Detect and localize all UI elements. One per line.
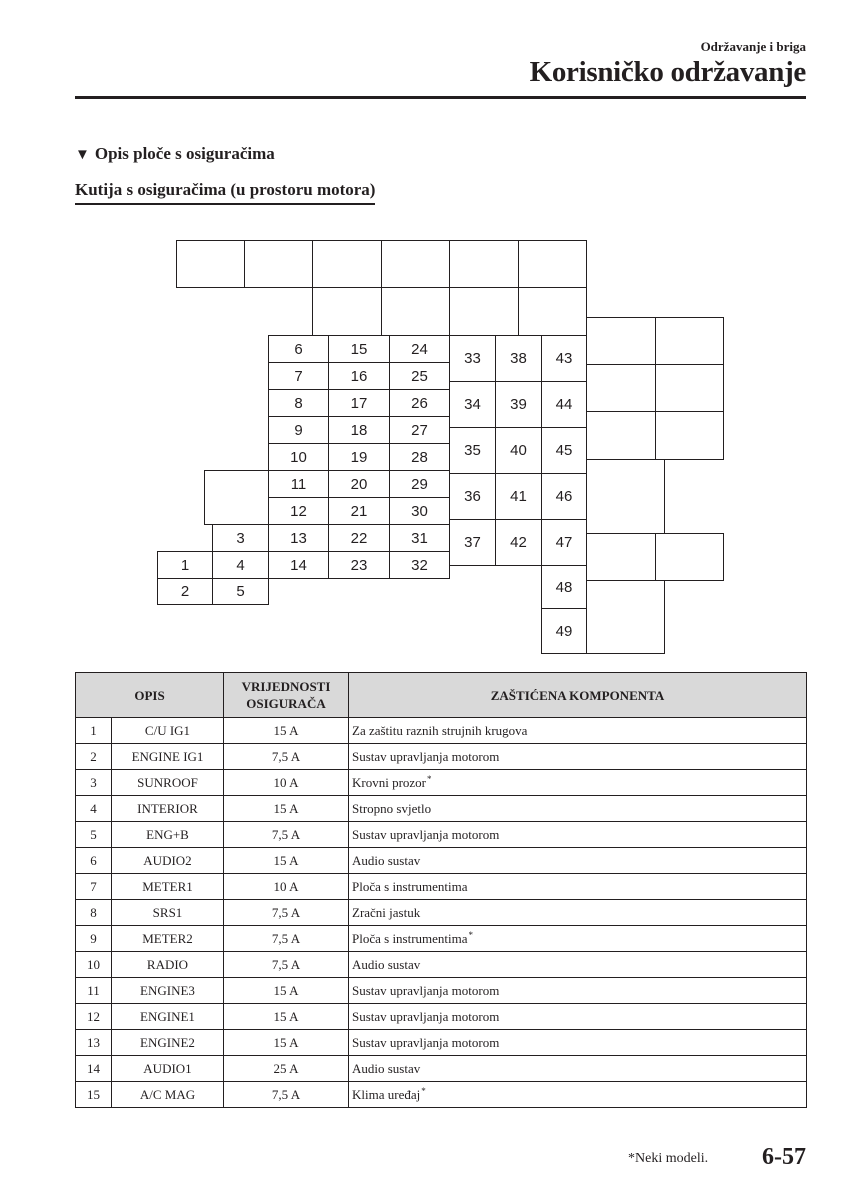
table-header-row xyxy=(76,673,807,718)
title-rule xyxy=(75,96,806,99)
protected-component-text: Sustav upravljanja motorom xyxy=(352,748,500,764)
fuse-name: METER1 xyxy=(112,874,224,900)
col-header-value xyxy=(224,673,349,718)
fuse-slot-36: 36 xyxy=(449,473,496,520)
protected-component xyxy=(349,718,807,744)
protected-component-text: Audio sustav xyxy=(352,956,421,972)
protected-component-text: Sustav upravljanja motorom xyxy=(352,826,500,842)
fuse-name: RADIO xyxy=(112,952,224,978)
fuse-slot-13: 13 xyxy=(268,524,329,552)
protected-component-text: Klima uređaj xyxy=(352,1086,421,1102)
fuse-slot-40: 40 xyxy=(495,427,542,474)
fuse-name: ENGINE2 xyxy=(112,1030,224,1056)
fuse-rating: 15 A xyxy=(224,796,349,822)
fuse-name: ENGINE3 xyxy=(112,978,224,1004)
protected-component xyxy=(349,770,807,796)
fuse-name: A/C MAG xyxy=(112,1082,224,1108)
table-row xyxy=(76,952,807,978)
fuse-slot-10: 10 xyxy=(268,443,329,471)
fuse-slot-19: 19 xyxy=(328,443,390,471)
protected-component xyxy=(349,900,807,926)
table-row xyxy=(76,718,807,744)
fuse-name: AUDIO1 xyxy=(112,1056,224,1082)
fuse-slot-3: 3 xyxy=(212,524,269,552)
fuse-slot-11: 11 xyxy=(268,470,329,498)
triangle-down-icon: ▼ xyxy=(75,147,90,163)
protected-component-text: Sustav upravljanja motorom xyxy=(352,1008,500,1024)
fuse-slot-33: 33 xyxy=(449,335,496,382)
fuse-slot-5: 5 xyxy=(212,578,269,605)
col-header-opis: OPIS xyxy=(76,673,224,718)
subheading: Kutija s osiguračima (u prostoru motora) xyxy=(75,181,375,205)
protected-component xyxy=(349,822,807,848)
table-row xyxy=(76,900,807,926)
fuse-table xyxy=(75,672,807,1108)
fuse-slot-31: 31 xyxy=(389,524,450,552)
fuse-slot-17: 17 xyxy=(328,389,390,417)
footnote-mark: * xyxy=(421,1085,426,1096)
protected-component-text: Ploča s instrumentima xyxy=(352,930,468,946)
fuse-name: C/U IG1 xyxy=(112,718,224,744)
fuse-slot-1: 1 xyxy=(157,551,213,579)
protected-component-text: Audio sustav xyxy=(352,852,421,868)
fuse-slot-28: 28 xyxy=(389,443,450,471)
protected-component xyxy=(349,744,807,770)
fuse-name: ENGINE1 xyxy=(112,1004,224,1030)
empty-fuse-slot xyxy=(586,411,656,460)
footnote-mark: * xyxy=(468,929,474,940)
fuse-slot-15: 15 xyxy=(328,335,390,363)
table-row xyxy=(76,744,807,770)
fuse-slot-43: 43 xyxy=(541,335,587,382)
protected-component-text: Ploča s instrumentima xyxy=(352,878,468,894)
fuse-slot-9: 9 xyxy=(268,416,329,444)
fuse-name: INTERIOR xyxy=(112,796,224,822)
fuse-rating: 10 A xyxy=(224,770,349,796)
protected-component xyxy=(349,1056,807,1082)
section-heading-text: Opis ploče s osiguračima xyxy=(94,144,275,163)
fuse-rating: 7,5 A xyxy=(224,900,349,926)
protected-component-text: Sustav upravljanja motorom xyxy=(352,1034,500,1050)
fuse-rating: 15 A xyxy=(224,1004,349,1030)
fuse-slot-6: 6 xyxy=(268,335,329,363)
page-number: 6-57 xyxy=(762,1144,806,1170)
protected-component-text: Krovni prozor xyxy=(352,774,427,790)
col-header-component: ZAŠTIĆENA KOMPONENTA xyxy=(349,673,807,718)
fuse-name: ENG+B xyxy=(112,822,224,848)
fuse-number: 8 xyxy=(76,900,112,926)
empty-fuse-slot xyxy=(449,240,519,288)
protected-component xyxy=(349,926,807,952)
empty-fuse-slot xyxy=(586,533,656,581)
table-row xyxy=(76,770,807,796)
empty-fuse-slot xyxy=(204,470,269,525)
fuse-slot-22: 22 xyxy=(328,524,390,552)
protected-component-text: Audio sustav xyxy=(352,1060,421,1076)
empty-fuse-slot xyxy=(586,317,656,365)
fuse-rating: 10 A xyxy=(224,874,349,900)
empty-fuse-slot xyxy=(449,287,519,336)
fuse-rating: 7,5 A xyxy=(224,926,349,952)
fuse-number: 5 xyxy=(76,822,112,848)
fuse-slot-44: 44 xyxy=(541,381,587,428)
empty-fuse-slot xyxy=(655,364,724,412)
protected-component xyxy=(349,978,807,1004)
fuse-number: 4 xyxy=(76,796,112,822)
table-row xyxy=(76,848,807,874)
protected-component xyxy=(349,1004,807,1030)
fuse-slot-7: 7 xyxy=(268,362,329,390)
empty-fuse-slot xyxy=(655,317,724,365)
fuse-slot-39: 39 xyxy=(495,381,542,428)
fuse-slot-37: 37 xyxy=(449,519,496,566)
fuse-number: 13 xyxy=(76,1030,112,1056)
col-header-value-line2: OSIGURAČA xyxy=(246,696,326,711)
table-row xyxy=(76,1056,807,1082)
protected-component-text: Za zaštitu raznih strujnih krugova xyxy=(352,722,528,738)
table-row xyxy=(76,926,807,952)
fuse-number: 9 xyxy=(76,926,112,952)
protected-component-text: Sustav upravljanja motorom xyxy=(352,982,500,998)
footnote-mark: * xyxy=(427,773,432,784)
col-header-value-line1: VRIJEDNOSTI xyxy=(241,679,331,694)
protected-component xyxy=(349,796,807,822)
fuse-rating: 7,5 A xyxy=(224,822,349,848)
table-row xyxy=(76,874,807,900)
protected-component-text: Zračni jastuk xyxy=(352,904,421,920)
table-row xyxy=(76,1030,807,1056)
empty-fuse-slot xyxy=(586,364,656,412)
fuse-slot-35: 35 xyxy=(449,427,496,474)
fuse-slot-49: 49 xyxy=(541,608,587,654)
fuse-slot-34: 34 xyxy=(449,381,496,428)
fuse-slot-27: 27 xyxy=(389,416,450,444)
fuse-slot-46: 46 xyxy=(541,473,587,520)
protected-component-text: Stropno svjetlo xyxy=(352,800,432,816)
protected-component xyxy=(349,1082,807,1108)
empty-fuse-slot xyxy=(655,411,724,460)
fuse-number: 12 xyxy=(76,1004,112,1030)
protected-component xyxy=(349,1030,807,1056)
footnote: *Neki modeli. xyxy=(628,1151,709,1166)
fuse-slot-12: 12 xyxy=(268,497,329,525)
fuse-slot-20: 20 xyxy=(328,470,390,498)
fuse-slot-30: 30 xyxy=(389,497,450,525)
fuse-slot-48: 48 xyxy=(541,565,587,609)
fuse-slot-32: 32 xyxy=(389,551,450,579)
fuse-slot-21: 21 xyxy=(328,497,390,525)
empty-fuse-slot xyxy=(518,240,587,288)
empty-fuse-slot xyxy=(312,240,382,288)
empty-fuse-slot xyxy=(586,459,665,534)
fuse-rating: 7,5 A xyxy=(224,1082,349,1108)
fuse-slot-16: 16 xyxy=(328,362,390,390)
fuse-number: 2 xyxy=(76,744,112,770)
fuse-slot-29: 29 xyxy=(389,470,450,498)
empty-fuse-slot xyxy=(176,240,245,288)
fuse-slot-18: 18 xyxy=(328,416,390,444)
fuse-number: 6 xyxy=(76,848,112,874)
fuse-slot-2: 2 xyxy=(157,578,213,605)
fuse-slot-41: 41 xyxy=(495,473,542,520)
fuse-rating: 15 A xyxy=(224,978,349,1004)
fuse-number: 15 xyxy=(76,1082,112,1108)
section-heading xyxy=(75,145,275,164)
fuse-slot-23: 23 xyxy=(328,551,390,579)
table-row xyxy=(76,978,807,1004)
fuse-rating: 25 A xyxy=(224,1056,349,1082)
fuse-name: ENGINE IG1 xyxy=(112,744,224,770)
fuse-rating: 15 A xyxy=(224,718,349,744)
table-row xyxy=(76,796,807,822)
protected-component xyxy=(349,874,807,900)
fuse-number: 3 xyxy=(76,770,112,796)
fuse-number: 14 xyxy=(76,1056,112,1082)
fuse-slot-8: 8 xyxy=(268,389,329,417)
fuse-slot-47: 47 xyxy=(541,519,587,566)
fuse-slot-38: 38 xyxy=(495,335,542,382)
fuse-slot-25: 25 xyxy=(389,362,450,390)
table-row xyxy=(76,1004,807,1030)
empty-fuse-slot xyxy=(518,287,587,336)
empty-fuse-slot xyxy=(381,287,450,336)
page-title: Korisničko održavanje xyxy=(529,56,806,88)
table-row xyxy=(76,822,807,848)
empty-fuse-slot xyxy=(381,240,450,288)
table-row xyxy=(76,1082,807,1108)
fuse-rating: 15 A xyxy=(224,848,349,874)
fuse-name: AUDIO2 xyxy=(112,848,224,874)
fuse-name: SRS1 xyxy=(112,900,224,926)
fuse-rating: 7,5 A xyxy=(224,744,349,770)
fuse-number: 10 xyxy=(76,952,112,978)
fuse-number: 7 xyxy=(76,874,112,900)
protected-component xyxy=(349,952,807,978)
running-head: Održavanje i briga xyxy=(700,39,806,54)
fuse-slot-14: 14 xyxy=(268,551,329,579)
empty-fuse-slot xyxy=(655,533,724,581)
fuse-slot-24: 24 xyxy=(389,335,450,363)
protected-component xyxy=(349,848,807,874)
empty-fuse-slot xyxy=(586,580,665,654)
fuse-rating: 7,5 A xyxy=(224,952,349,978)
fuse-name: METER2 xyxy=(112,926,224,952)
fuse-slot-4: 4 xyxy=(212,551,269,579)
fuse-name: SUNROOF xyxy=(112,770,224,796)
fuse-slot-42: 42 xyxy=(495,519,542,566)
fuse-slot-45: 45 xyxy=(541,427,587,474)
fuse-number: 11 xyxy=(76,978,112,1004)
empty-fuse-slot xyxy=(244,240,313,288)
empty-fuse-slot xyxy=(312,287,382,336)
fuse-number: 1 xyxy=(76,718,112,744)
fuse-slot-26: 26 xyxy=(389,389,450,417)
fuse-rating: 15 A xyxy=(224,1030,349,1056)
